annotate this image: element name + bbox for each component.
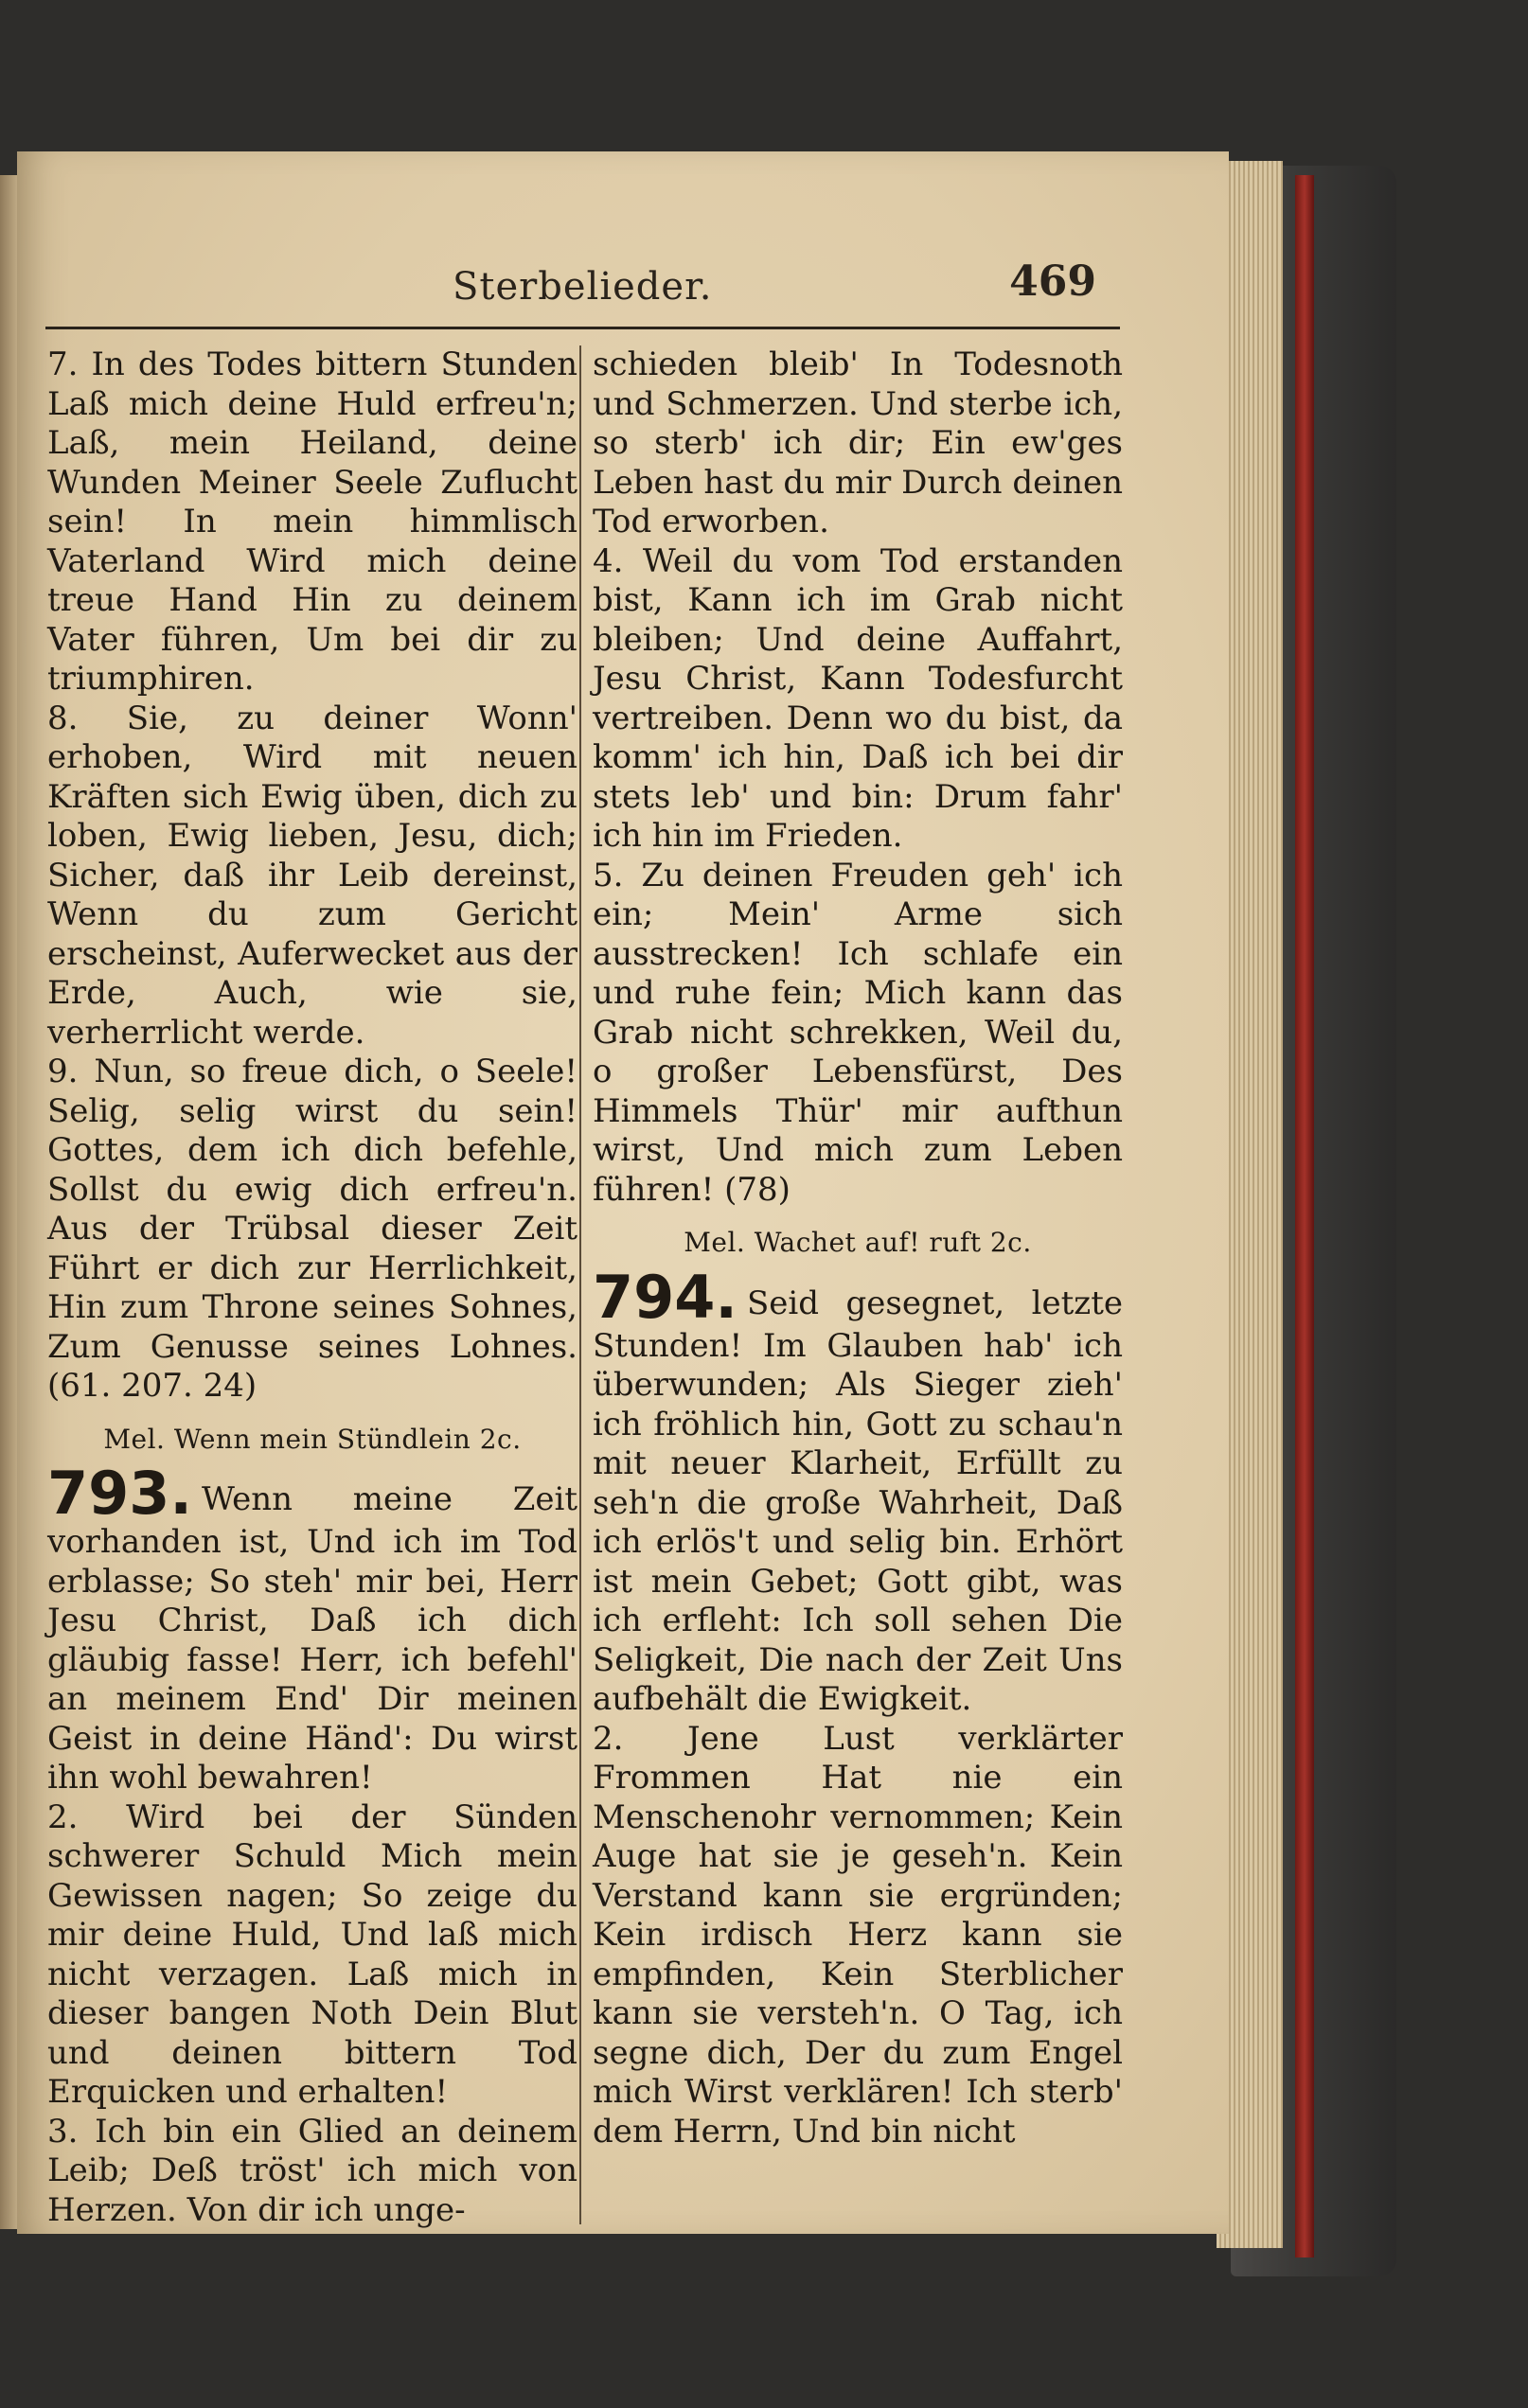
- running-head: [93, 256, 1115, 322]
- hymn-794-stanza-1-text: Seid gesegnet, letzte Stunden! Im Glauben hab' ich überwunden; Als Sieger zieh' ich fröhlich hin, Gott zu schau'n mit neuer Klarheit, Erfüllt zu seh'n die große Wahrheit, Daß ich erlös't und selig bin. Erhört ist mein Gebet; Gott gibt, was ich erfleht: Ich soll sehen Die Seligkeit, Die nach der Zeit Uns aufbehält die Ewigkeit.: [593, 1284, 1123, 1718]
- stanza-9: [47, 1053, 577, 1407]
- hymn-794-stanza-1: [593, 1262, 1123, 1720]
- column-divider: [579, 345, 581, 2224]
- hymn-number-793: 793.: [47, 1459, 192, 1528]
- running-title: Sterbelieder.: [453, 265, 713, 309]
- stanza-5-reference: (78): [724, 1170, 791, 1209]
- hymn-793-stanza-5: [593, 857, 1123, 1211]
- book-spine-red-edge: [1295, 175, 1314, 2258]
- hymn-793-stanza-1: [47, 1459, 577, 1798]
- melody-line-793: Mel. Wenn mein Stündlein 2c.: [103, 1423, 522, 1455]
- hymn-793-stanza-3-start: 3. Ich bin ein Glied an deinem Leib; Deß tröst' ich mich von Herzen. Von dir ich unge-: [47, 2112, 577, 2229]
- right-column: [593, 345, 1123, 2151]
- hymn-793-stanza-1-text: Wenn meine Zeit vorhanden ist, Und ich im Tod erblasse; So steh' mir bei, Herr Jesu Christ, Daß ich dich gläubig fasse! Herr, ich befehl' an meinem End' Dir meinen Geist in deine Händ': Du wirst ihn wohl bewahren!: [47, 1480, 577, 1797]
- stanza-8: 8. Sie, zu deiner Wonn' erhoben, Wird mit neuen Kräften sich Ewig üben, dich zu loben, Ewig lieben, Jesu, dich; Sicher, daß ihr Leib dereinst, Wenn du zum Gericht erscheinst, Auferwecket aus der Erde, Auch, wie sie, verherrlicht werde.: [47, 699, 577, 1052]
- stanza-7: 7. In des Todes bittern Stunden Laß mich deine Huld erfreu'n; Laß, mein Heiland, deine Wunden Meiner Seele Zuflucht sein! In mein himmlisch Vaterland Wird mich deine treue Hand Hin zu deinem Vater führen, Um bei dir zu triumphiren.: [47, 345, 577, 698]
- hymn-793-stanza-3-end: schieden bleib' In Todesnoth und Schmerzen. Und sterbe ich, so sterb' ich dir; Ein ew'ges Leben hast du mir Durch deinen Tod erworben.: [593, 345, 1123, 540]
- stanza-5-text: 5. Zu deinen Freuden geh' ich ein; Mein' Arme sich ausstrecken! Ich schlafe ein und ruhe fein; Mich kann das Grab nicht schrekken, Weil du, o großer Lebensfürst, Des Himmels Thür' mir aufthun wirst, Und mich zum Leben führen!: [593, 856, 1123, 1209]
- hymn-793-stanza-2: 2. Wird bei der Sünden schwerer Schuld Mich mein Gewissen nagen; So zeige du mir deine Huld, Und laß mich nicht verzagen. Laß mich in dieser bangen Noth Dein Blut und deinen bittern Tod Erquicken und erhalten!: [47, 1797, 577, 2111]
- header-rule: [45, 327, 1120, 329]
- left-column: [47, 345, 577, 2230]
- hymn-794-stanza-2: 2. Jene Lust verklärter Frommen Hat nie ein Menschenohr vernommen; Kein Auge hat sie je geseh'n. Kein Verstand kann sie ergründen; Kein irdisch Herz kann sie empfinden, Kein Sterblicher kann sie versteh'n. O Tag, ich segne dich, Der du zum Engel mich Wirst verklären! Ich sterb' dem Herrn, Und bin nicht: [593, 1719, 1123, 2151]
- stanza-9-reference: (61. 207. 24): [47, 1367, 258, 1405]
- melody-line-794: Mel. Wachet auf! ruft 2c.: [684, 1227, 1032, 1258]
- stanza-9-text: 9. Nun, so freue dich, o Seele! Selig, selig wirst du sein! Gottes, dem ich dich befehle, Sollst du ewig dich erfreu'n. Aus der Trübsal dieser Zeit Führt er dich zur Herrlichkeit, Hin zum Throne seines Sohnes, Zum Genusse seines Lohnes.: [47, 1053, 577, 1366]
- hymn-number-794: 794.: [593, 1262, 737, 1332]
- book-page: [17, 151, 1229, 2234]
- page-number: 469: [1009, 257, 1096, 306]
- hymn-793-stanza-4: 4. Weil du vom Tod erstanden bist, Kann ich im Grab nicht bleiben; Und deine Auffahrt, Jesu Christ, Kann Todesfurcht vertreiben. Denn wo du bist, da komm' ich hin, Daß ich bei dir stets leb' und bin: Drum fahr' ich hin im Frieden.: [593, 541, 1123, 855]
